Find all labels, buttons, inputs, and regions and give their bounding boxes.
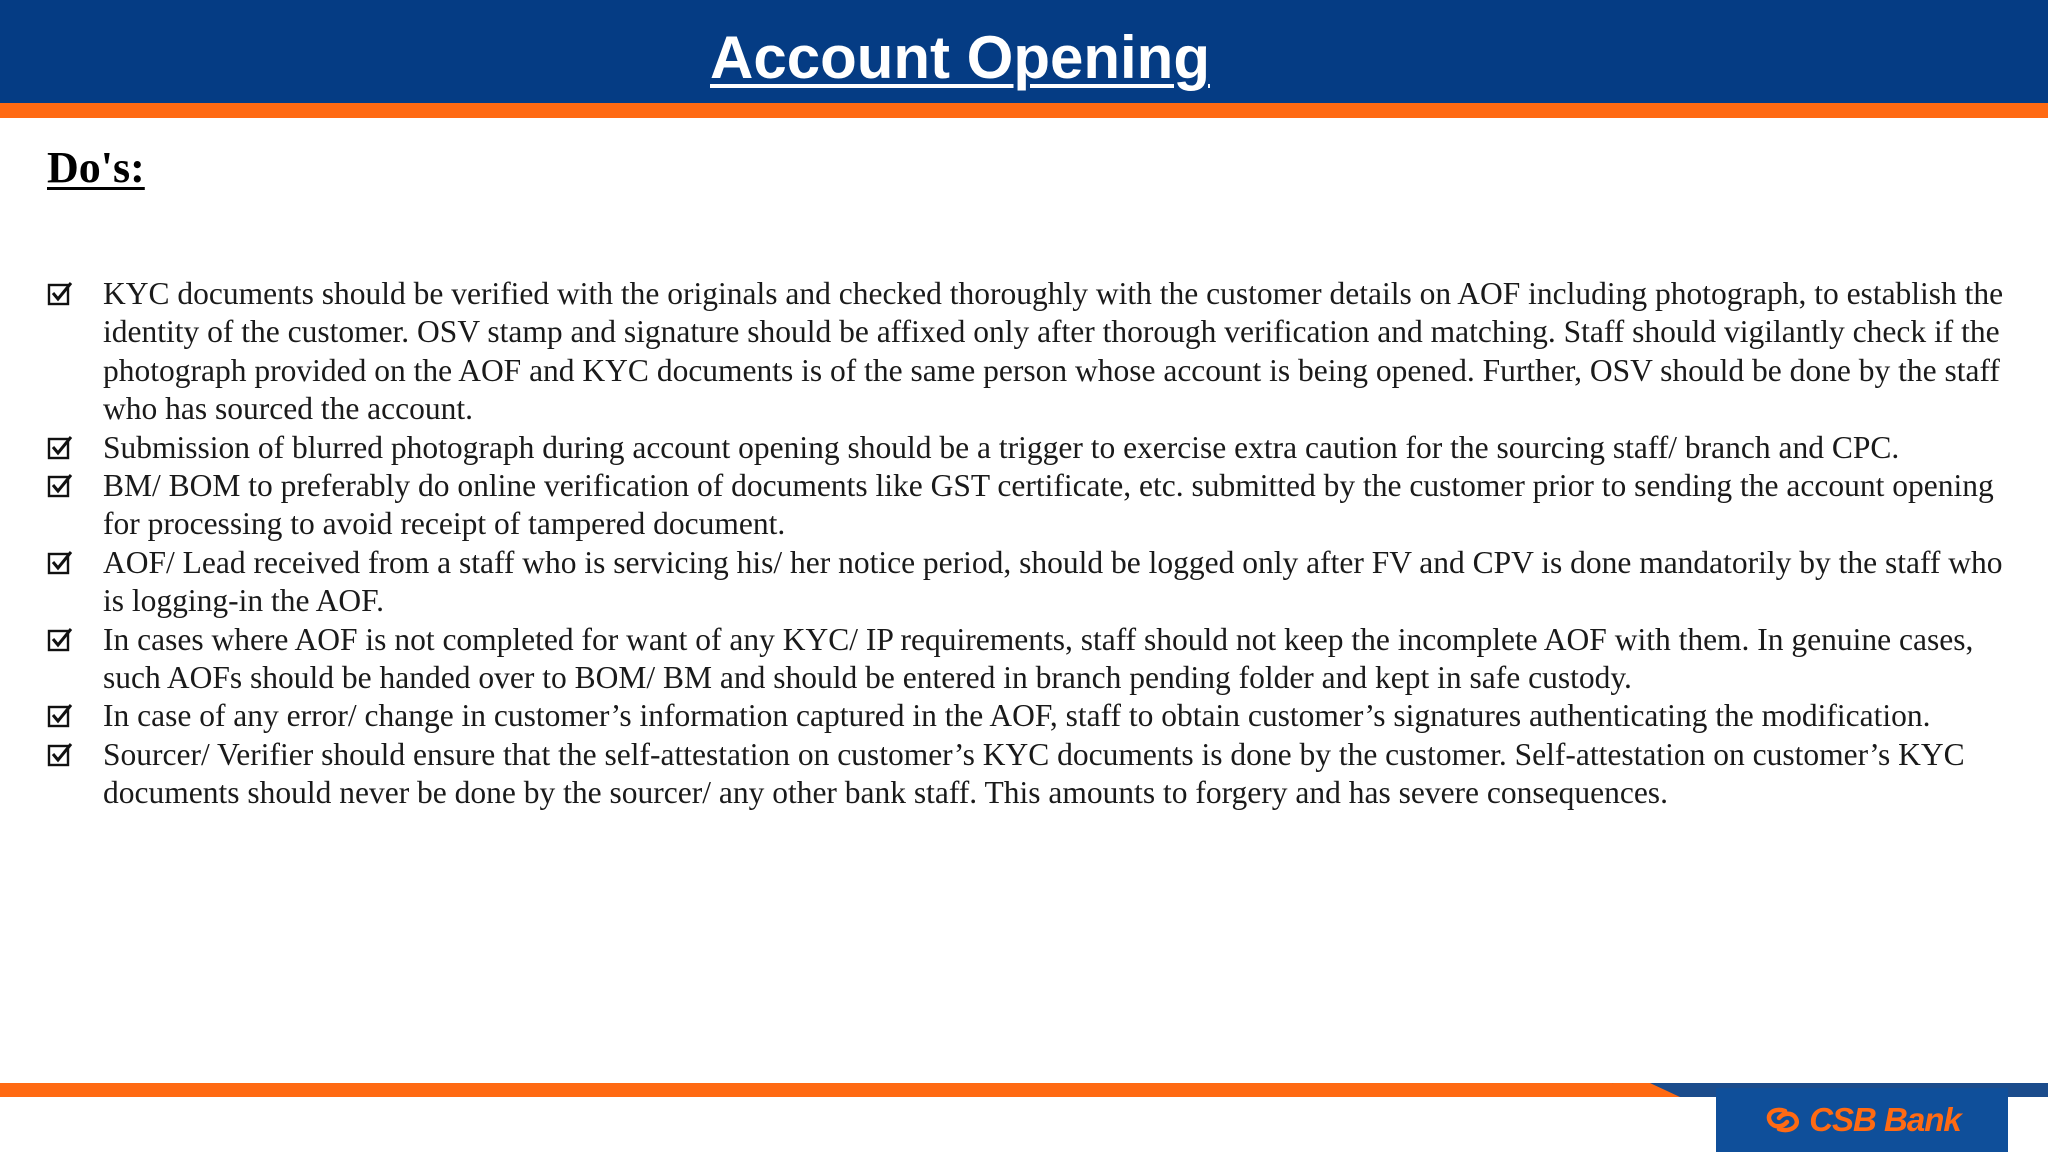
list-item-text: In cases where AOF is not completed for want of any KYC/ IP requirements, staff should not keep the incomplete AOF with them. In genuine cases, such AOFs should be handed over to BOM/ BM and should be entered in branch pending folder and kept in safe custody. [103,621,1974,696]
checked-box-icon [47,473,73,499]
section-heading: Do's: [47,143,145,192]
list-item-text: In case of any error/ change in customer’s information captured in the AOF, staff to obtain customer’s signatures authenticating the modification. [103,698,1931,734]
checked-box-icon [47,742,73,768]
checked-box-icon [47,627,73,653]
slide-title: Account Opening [710,24,1210,91]
logo-text: CSB Bank [1809,1101,1961,1138]
csb-bank-logo-icon [1763,1105,1803,1135]
footer-orange-stripe [0,1083,1640,1097]
checked-box-icon [47,550,73,576]
list-item [47,621,2015,698]
list-item [47,736,2015,813]
dos-list [47,275,2015,813]
checked-box-icon [47,281,73,307]
list-item [47,544,2015,621]
list-item-text: AOF/ Lead received from a staff who is servicing his/ her notice period, should be logged only after FV and CPV is done mandatorily by the staff who is logging-in the AOF. [103,544,2003,619]
checked-box-icon [47,703,73,729]
list-item-text: BM/ BOM to preferably do online verification of documents like GST certificate, etc. submitted by the customer prior to sending the account opening for processing to avoid receipt of tampered document. [103,468,1994,542]
header-orange-stripe [0,103,2048,118]
list-item [47,429,2015,467]
list-item-text: KYC documents should be verified with the originals and checked thoroughly with the customer details on AOF including photograph, to establish the identity of the customer. OSV stamp and signature should be affixed only after thorough verification and matching. Staff should vigilantly check if the photograph provided on the AOF and KYC documents is of the same person whose account is being opened. Further, OSV should be done by the staff who has sourced the account. [103,276,2004,427]
list-item [47,467,2015,544]
checked-box-icon [47,435,73,461]
csb-bank-logo [1716,1088,2008,1152]
list-item [47,697,2015,735]
list-item-text: Sourcer/ Verifier should ensure that the self-attestation on customer’s KYC documents is done by the customer. Self-attestation on customer’s KYC documents should never be done by the sourcer/ any other bank staff. This amounts to forgery and has severe consequences. [103,736,1965,811]
list-item-text: Submission of blurred photograph during account opening should be a trigger to exercise extra caution for the sourcing staff/ branch and CPC. [103,429,1900,465]
list-item [47,275,2015,429]
